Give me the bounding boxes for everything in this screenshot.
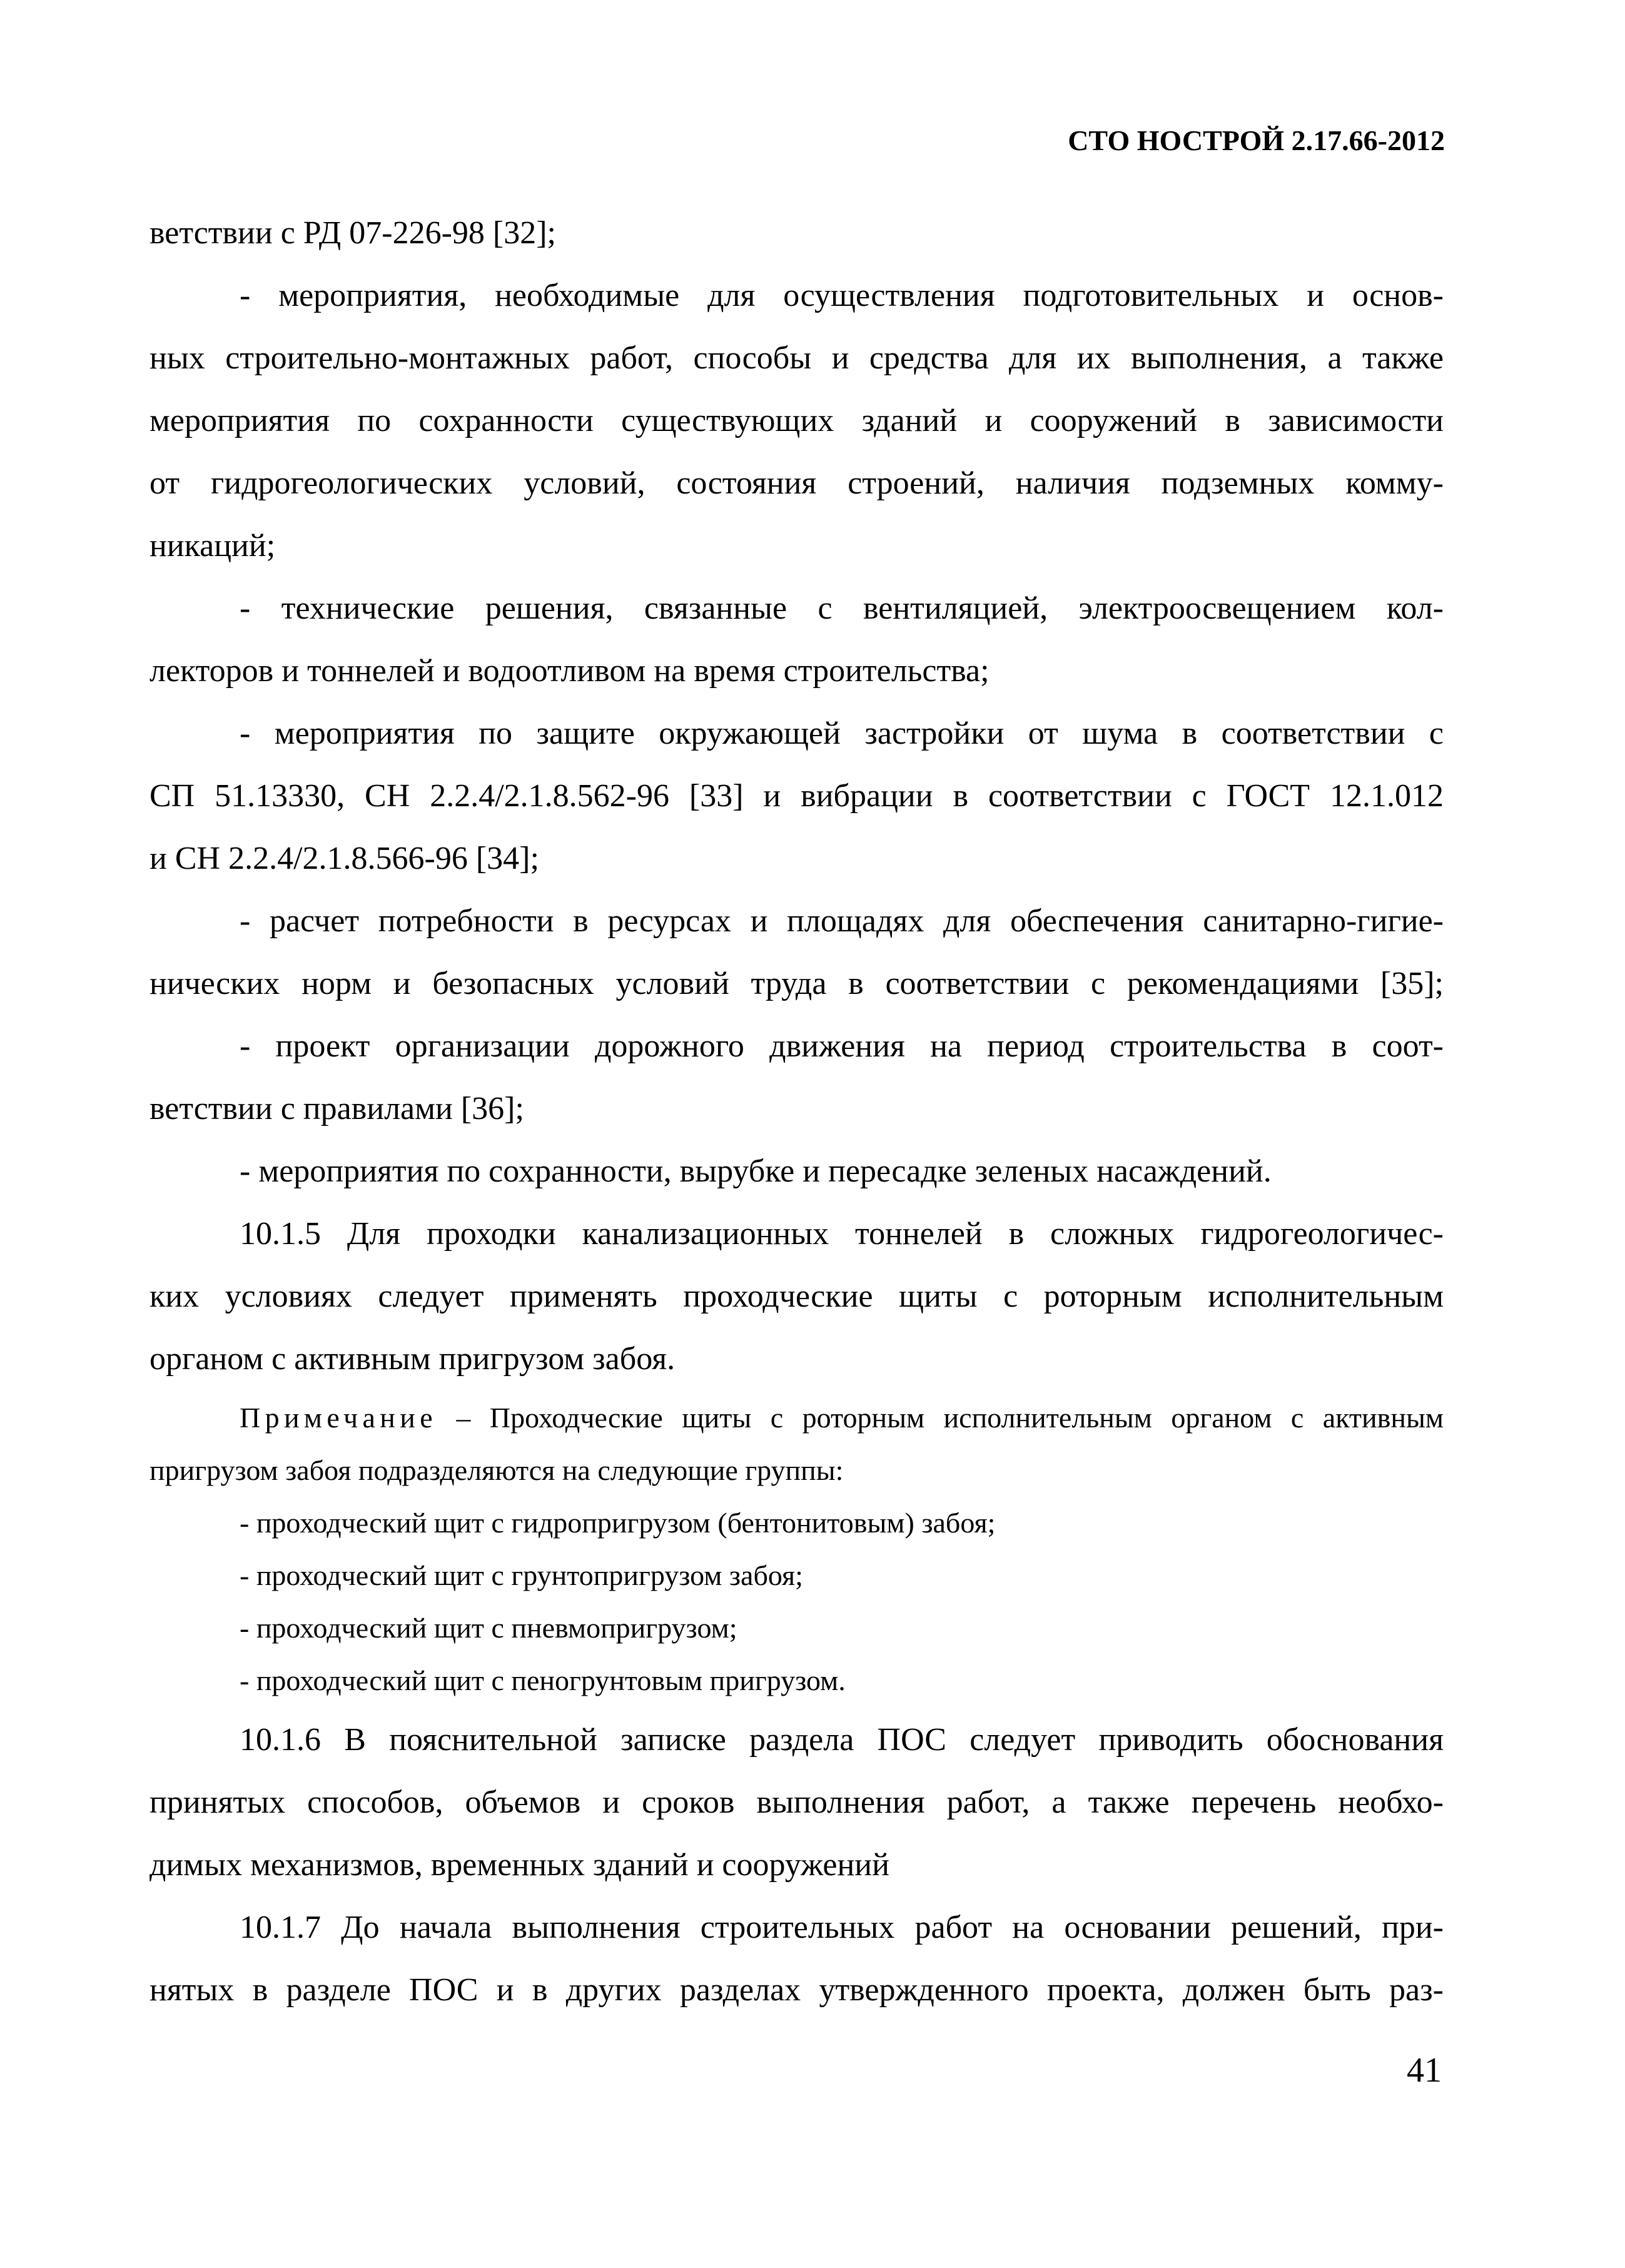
note-text-line: - проходческий щит с пеногрунтовым пригрузом. xyxy=(240,1664,846,1696)
body-text-line: нических норм и безопасных условий труда в соответствии с рекомендациями [35]; xyxy=(149,966,1444,1001)
body-text-line: ветствии с РД 07-226-98 [32]; xyxy=(149,215,556,251)
body-text-line: - технические решения, связанные с вентиляцией, электроосвещением кол- xyxy=(240,590,1444,626)
body-text-line: ных строительно-монтажных работ, способы и средства для их выполнения, а также xyxy=(149,340,1444,376)
note-block xyxy=(149,1392,1444,1707)
body-text-line: - мероприятия по защите окружающей застройки от шума в соответствии с xyxy=(240,716,1444,751)
body-text-line: 10.1.7 До начала выполнения строительных работ на основании решений, при- xyxy=(240,1910,1444,1945)
body-text-line: лекторов и тоннелей и водоотливом на время строительства; xyxy=(149,653,990,689)
note-text-line: - проходческий щит с гидропригрузом (бентонитовым) забоя; xyxy=(240,1507,996,1539)
body-text-line: - мероприятия, необходимые для осуществления подготовительных и основ- xyxy=(240,278,1444,313)
body-text-line: димых механизмов, временных зданий и сооружений xyxy=(149,1847,889,1883)
body-text-line: и СН 2.2.4/2.1.8.566-96 [34]; xyxy=(149,841,539,876)
document-code-header: СТО НОСТРОЙ 2.17.66-2012 xyxy=(1068,124,1445,156)
note-text-line: - проходческий щит с пневмопригрузом; xyxy=(240,1612,737,1644)
body-text-line: мероприятия по сохранности существующих зданий и сооружений в зависимости xyxy=(149,403,1444,438)
body-text-line: никаций; xyxy=(149,528,276,564)
body-text-block-1 xyxy=(149,202,1444,1390)
body-text-line: органом с активным пригрузом забоя. xyxy=(149,1341,676,1377)
body-text-line: нятых в разделе ПОС и в других разделах утвержденного проекта, должен быть раз- xyxy=(149,1972,1444,2008)
body-text-line: 10.1.5 Для проходки канализационных тоннелей в сложных гидрогеологичес- xyxy=(240,1216,1444,1252)
body-text-line: ветствии с правилами [36]; xyxy=(149,1091,524,1126)
note-text-line: пригрузом забоя подразделяются на следующие группы: xyxy=(149,1454,844,1486)
note-label: Примечание xyxy=(240,1402,438,1434)
body-text-line: 10.1.6 В пояснительной записке раздела ПОС следует приводить обоснования xyxy=(240,1722,1444,1758)
body-text-line: СП 51.13330, СН 2.2.4/2.1.8.562-96 [33] и вибрации в соответствии с ГОСТ 12.1.012 xyxy=(149,778,1444,814)
body-text-line: - проект организации дорожного движения на период строительства в соот- xyxy=(240,1028,1444,1064)
body-text-line: - расчет потребности в ресурсах и площадях для обеспечения санитарно-гигие- xyxy=(240,903,1444,939)
body-text-line: принятых способов, объемов и сроков выполнения работ, а также перечень необхо- xyxy=(149,1785,1444,1820)
body-text-line: - мероприятия по сохранности, вырубке и пересадке зеленых насаждений. xyxy=(240,1153,1272,1189)
page-number: 41 xyxy=(1407,2051,1442,2090)
note-text-line: - проходческий щит с грунтопригрузом забоя; xyxy=(240,1559,803,1591)
body-text-block-2 xyxy=(149,1709,1444,2022)
body-text-line: ких условиях следует применять проходческие щиты с роторным исполнительным xyxy=(149,1278,1444,1314)
note-first-line xyxy=(149,1392,1444,1444)
body-text-line: от гидрогеологических условий, состояния строений, наличия подземных комму- xyxy=(149,465,1444,501)
note-label-rest: – Проходческие щиты с роторным исполнительным органом с активным xyxy=(437,1402,1444,1434)
